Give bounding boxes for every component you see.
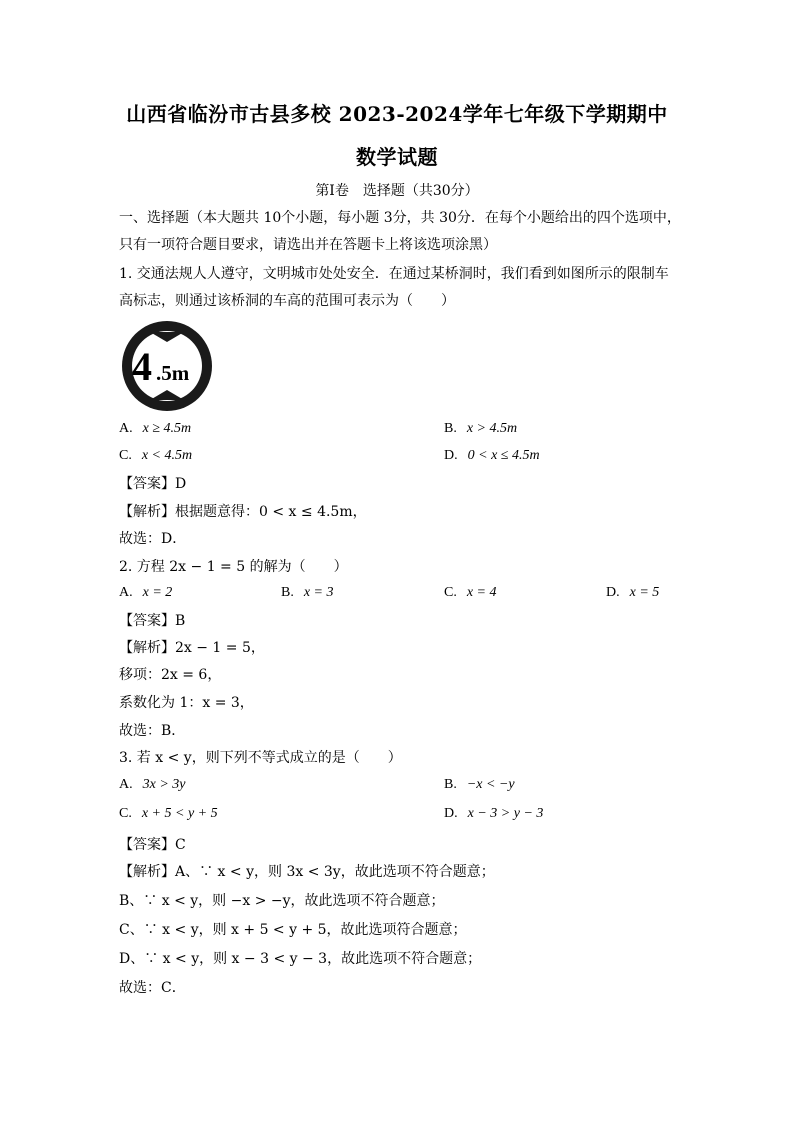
option-text: x = 4 (466, 585, 497, 600)
option-label: A. (119, 421, 133, 436)
q3-option-c (119, 805, 218, 822)
q2-analysis-line-4: 故选：B． (119, 723, 186, 739)
q2-option-d (606, 584, 659, 601)
document-subtitle: 数学试题 (356, 145, 438, 169)
option-text: x + 5 < y + 5 (141, 806, 218, 821)
q1-analysis-line-2: 故选：D． (119, 531, 187, 547)
q2-answer: 【答案】B (119, 613, 186, 629)
instructions-line-2: 只有一项符合题目要求，请选出并在答题卡上将该选项涂黑） (119, 237, 497, 253)
option-label: C. (119, 806, 132, 821)
q3-answer: 【答案】C (119, 837, 186, 853)
q1-analysis-line-1: 【解析】根据题意得：0 < x ≤ 4.5m， (119, 504, 367, 520)
q2-analysis-line-1: 【解析】2x − 1 = 5， (119, 640, 265, 656)
q3-option-b (444, 776, 515, 793)
q3-analysis-line-2: B、∵ x < y，则 −x > −y，故此选项不符合题意； (119, 893, 445, 909)
option-text: −x < −y (466, 777, 515, 792)
option-label: D. (444, 806, 458, 821)
sign-number-small: .5m (156, 361, 190, 385)
q3-stem: 3. 若 x < y，则下列不等式成立的是（ ） (119, 750, 402, 766)
q3-analysis-line-5: 故选：C． (119, 980, 186, 996)
option-text: x > 4.5m (466, 421, 518, 436)
section-title: 第I卷 选择题（共30分） (315, 183, 479, 199)
option-label: B. (444, 777, 457, 792)
q2-option-a (119, 584, 172, 601)
option-text: x = 3 (303, 585, 334, 600)
q2-stem: 2. 方程 2x − 1 = 5 的解为（ ） (119, 559, 348, 575)
q1-option-d (444, 447, 540, 464)
q2-analysis-line-2: 移项：2x = 6， (119, 667, 222, 683)
option-text: 3x > 3y (142, 777, 186, 792)
q1-stem-line-2: 高标志，则通过该桥洞的车高的范围可表示为（ ） (119, 293, 455, 309)
option-label: B. (281, 585, 294, 600)
option-label: C. (444, 585, 457, 600)
q1-option-b (444, 420, 517, 437)
option-label: C. (119, 448, 132, 463)
q1-stem-line-1: 1. 交通法规人人遵守，文明城市处处安全．在通过某桥洞时，我们看到如图所示的限制车 (119, 266, 669, 282)
option-text: x ≥ 4.5m (142, 421, 192, 436)
option-label: A. (119, 585, 133, 600)
q1-option-c (119, 447, 192, 464)
sign-number-big: 4 (132, 344, 152, 389)
q2-option-c (444, 584, 497, 601)
q3-analysis-line-1: 【解析】A、∵ x < y，则 3x < 3y，故此选项不符合题意； (119, 864, 495, 880)
q1-answer: 【答案】D (119, 476, 187, 492)
instructions-line-1: 一、选择题（本大题共 10个小题，每小题 3分，共 30分．在每个小题给出的四个选项中， (119, 210, 681, 226)
q3-analysis-line-3: C、∵ x < y，则 x + 5 < y + 5，故此选项符合题意； (119, 922, 467, 938)
q2-analysis-line-3: 系数化为 1：x = 3， (119, 695, 254, 711)
option-label: A. (119, 777, 133, 792)
height-limit-sign-icon (119, 318, 215, 414)
q2-option-b (281, 584, 334, 601)
q3-option-a (119, 776, 186, 793)
option-text: 0 < x ≤ 4.5m (467, 448, 540, 463)
option-label: D. (444, 448, 458, 463)
option-text: x = 5 (629, 585, 660, 600)
q3-analysis-line-4: D、∵ x < y，则 x − 3 < y − 3，故此选项不符合题意； (119, 951, 482, 967)
q1-option-a (119, 420, 191, 437)
document-title: 山西省临汾市古县多校 2023-2024学年七年级下学期期中 (126, 102, 668, 126)
option-label: D. (606, 585, 620, 600)
option-text: x − 3 > y − 3 (467, 806, 544, 821)
option-label: B. (444, 421, 457, 436)
q3-option-d (444, 805, 543, 822)
option-text: x < 4.5m (141, 448, 193, 463)
option-text: x = 2 (142, 585, 173, 600)
